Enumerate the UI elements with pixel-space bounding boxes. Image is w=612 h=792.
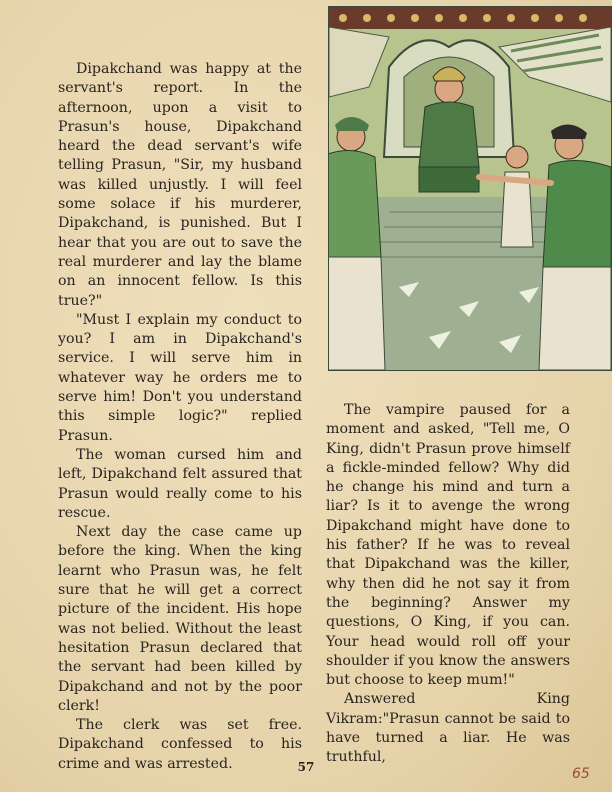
paragraph: "Must I explain my conduct to you? I am in Dipakchand's service. I will serve him in whatever way he orders me to serve him! Don't you understand this simple logic?" replied Prasun.	[58, 311, 302, 444]
paragraph: Next day the case came up before the king. When the king learnt who Prasun was, he felt sure that he will get a correct picture of the incident. His hope was not belied. Without the least hesitation Prasun declared that the servant had been killed by Dipakchand and not by the poor clerk!	[58, 524, 302, 714]
paragraph: Dipakchand was happy at the servant's report. In the afternoon, upon a visit to Prasun's house, Dipakchand heard the dead servant's wife telling Prasun, "Sir, my husband was killed unjustly. I will feel some solace if his murderer, Dipakchand, is punished. But I hear that you are out to save the real murderer and lay the blame on an innocent fellow. Is this true?"	[58, 61, 302, 309]
margin-scribble: 65	[572, 766, 590, 782]
court-scene-illustration	[328, 6, 612, 371]
paragraph: The woman cursed him and left, Dipakchand felt assured that Prasun would really come to his rescue.	[58, 446, 302, 521]
right-text-column	[326, 401, 570, 768]
paragraph: Answered King Vikram:"Prasun cannot be said to have turned a liar. He was truthful,	[326, 691, 570, 766]
page-number: 57	[297, 760, 315, 774]
paragraph: The clerk was set free. Dipakchand confessed to his crime and was arrested.	[58, 717, 302, 772]
paragraph: The vampire paused for a moment and asked, "Tell me, O King, didn't Prasun prove himself a fickle-minded fellow? Why did he change his mind and turn a liar? Is it to avenge the wrong Dipakchand might have done to his father? If he was to reveal that Dipakchand was the killer, why then did he not say it from the beginning? Answer my questions, O King, if you can. Your head would roll off your shoulder if you know the answers but choose to keep mum!"	[326, 402, 570, 689]
left-text-column	[58, 60, 302, 774]
